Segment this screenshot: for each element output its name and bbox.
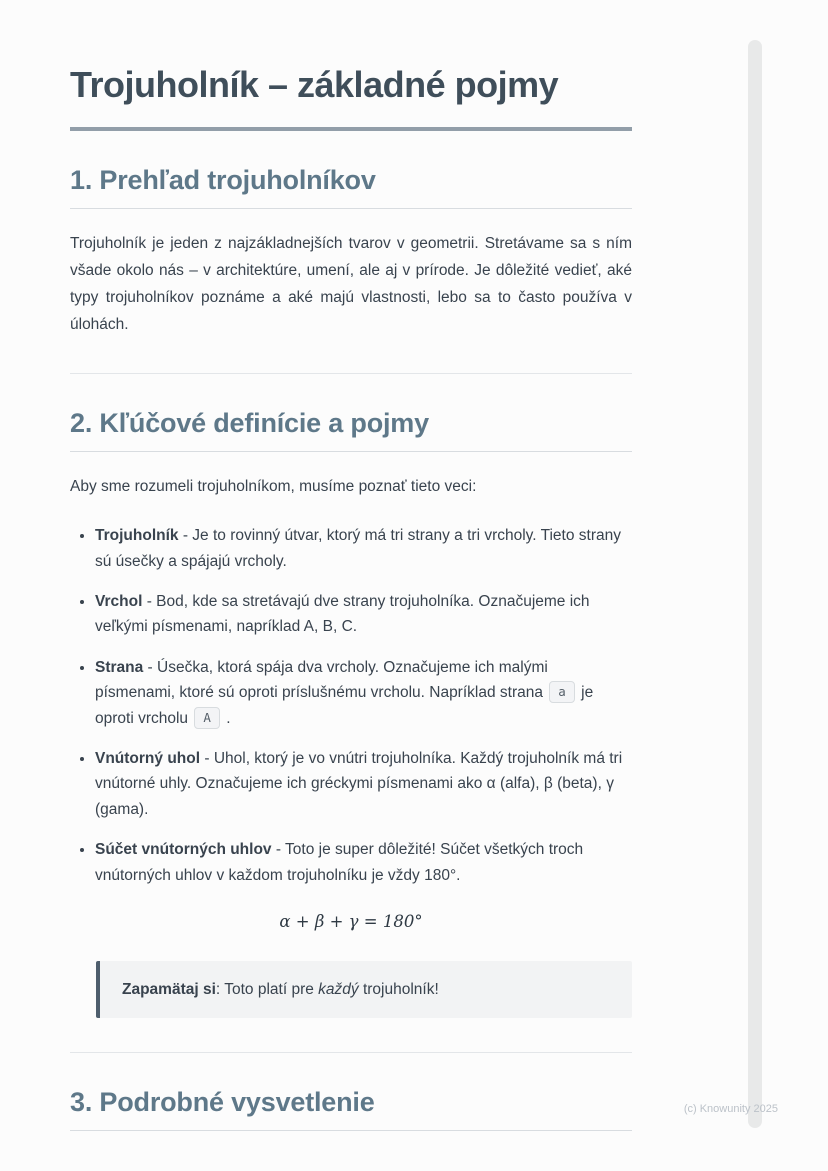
list-item-vrchol [95, 589, 632, 640]
term-definition: - Uhol, ktorý je vo vnútri trojuholníka. Každý trojuholník má tri vnútorné uhly. Označujeme ich gréckymi písmenami ako α (alfa), β (beta), γ (gama). [95, 750, 623, 818]
callout-label: Zapamätaj si [122, 981, 216, 999]
term-definition: - Bod, kde sa stretávajú dve strany trojuholníka. Označujeme ich veľkými písmenami, napríklad A, B, C. [95, 593, 590, 636]
term-definition: - Toto je super dôležité! Súčet všetkých troch vnútorných uhlov v každom trojuholníku je vždy 180°. [95, 841, 584, 884]
list-item-trojuholnik [95, 523, 632, 574]
definitions-list [70, 523, 632, 888]
inline-code-side-a: a [549, 681, 575, 703]
copyright-footer: (c) Knowunity 2025 [683, 1103, 778, 1115]
section-3-heading: 3. Podrobné vysvetlenie [70, 1087, 632, 1131]
callout-note [96, 961, 632, 1018]
page-title: Trojuholník – základné pojmy [70, 64, 559, 105]
term-definition: je oproti vrcholu [95, 684, 594, 727]
term-label: Trojuholník [95, 527, 179, 545]
term-label: Súčet vnútorných uhlov [95, 841, 272, 859]
list-item-vnutorny-uhol [95, 746, 632, 822]
term-definition: - Je to rovinný útvar, ktorý má tri strany a tri vrcholy. Tieto strany sú úsečky a spájajú vrcholy. [95, 527, 621, 570]
section-divider-2 [70, 1052, 632, 1053]
title-divider [70, 127, 632, 131]
section-1-heading: 1. Prehľad trojuholníkov [70, 165, 632, 209]
section-2-heading: 2. Kľúčové definície a pojmy [70, 408, 632, 452]
inline-code-vertex-a: A [194, 707, 220, 729]
term-label: Vrchol [95, 593, 143, 611]
section-overview [70, 165, 632, 339]
callout-text: : Toto platí pre [215, 981, 319, 999]
section-explanation [70, 1087, 632, 1131]
angle-sum-formula: α + β + γ = 180° [279, 912, 423, 932]
term-definition: . [221, 709, 231, 727]
term-label: Strana [95, 658, 144, 676]
callout-emphasis: každý [318, 981, 359, 999]
section-2-intro: Aby sme rozumeli trojuholníkom, musíme poznať tieto veci: [70, 478, 477, 496]
section-definitions [70, 408, 632, 1018]
list-item-sucet-uhlov [95, 837, 632, 888]
scrollbar[interactable] [748, 40, 762, 1128]
list-item-strana [95, 655, 632, 731]
callout-text: trojuholník! [358, 981, 439, 999]
term-definition: - Úsečka, ktorá spája dva vrcholy. Označujeme ich malými písmenami, ktoré sú oproti príslušnému vrcholu. Napríklad strana [95, 658, 548, 702]
section-1-paragraph: Trojuholník je jeden z najzákladnejších tvarov v geometrii. Stretávame sa s ním všade okolo nás – v architektúre, umení, ale aj v prírode. Je dôležité vedieť, aké typy trojuholníkov poznáme a aké majú vlastnosti, lebo sa to často používa v úlohách. [70, 235, 632, 334]
section-divider-1 [70, 373, 632, 374]
term-label: Vnútorný uhol [95, 750, 201, 768]
document-content [70, 64, 632, 1131]
